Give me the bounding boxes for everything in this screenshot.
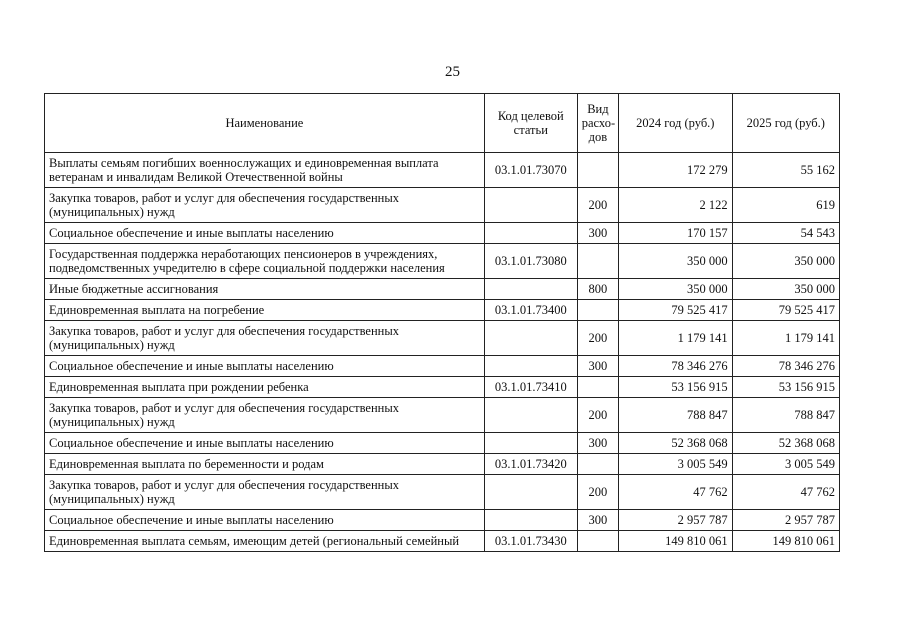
cell-2024: 788 847 <box>619 398 733 433</box>
table-header-row <box>45 94 840 153</box>
table-row <box>45 321 840 356</box>
cell-2024: 1 179 141 <box>619 321 733 356</box>
table-row <box>45 223 840 244</box>
cell-code <box>484 188 577 223</box>
budget-table <box>44 93 840 552</box>
cell-code: 03.1.01.73410 <box>484 377 577 398</box>
cell-type <box>577 300 618 321</box>
table-row <box>45 510 840 531</box>
cell-2025: 54 543 <box>732 223 839 244</box>
header-name: Наименование <box>45 94 485 153</box>
cell-2024: 149 810 061 <box>619 531 733 552</box>
cell-type: 200 <box>577 321 618 356</box>
cell-2024: 53 156 915 <box>619 377 733 398</box>
cell-type: 300 <box>577 510 618 531</box>
cell-2025: 79 525 417 <box>732 300 839 321</box>
table-row <box>45 475 840 510</box>
cell-2024: 170 157 <box>619 223 733 244</box>
cell-name: Единовременная выплата семьям, имеющим детей (региональный семейный <box>45 531 485 552</box>
cell-2024: 52 368 068 <box>619 433 733 454</box>
cell-name: Единовременная выплата по беременности и родам <box>45 454 485 475</box>
page-number: 25 <box>445 64 460 80</box>
cell-name: Социальное обеспечение и иные выплаты населению <box>45 510 485 531</box>
cell-type: 200 <box>577 398 618 433</box>
header-2025: 2025 год (руб.) <box>732 94 839 153</box>
cell-code <box>484 356 577 377</box>
cell-type <box>577 454 618 475</box>
table-row <box>45 377 840 398</box>
table-row <box>45 188 840 223</box>
cell-2025: 149 810 061 <box>732 531 839 552</box>
cell-name: Закупка товаров, работ и услуг для обеспечения государственных (муниципальных) нужд <box>45 188 485 223</box>
table-row <box>45 398 840 433</box>
table-row <box>45 454 840 475</box>
cell-2024: 78 346 276 <box>619 356 733 377</box>
cell-type <box>577 377 618 398</box>
cell-type <box>577 531 618 552</box>
cell-2025: 3 005 549 <box>732 454 839 475</box>
cell-name: Закупка товаров, работ и услуг для обеспечения государственных (муниципальных) нужд <box>45 398 485 433</box>
cell-type: 800 <box>577 279 618 300</box>
cell-2025: 350 000 <box>732 279 839 300</box>
cell-type: 300 <box>577 223 618 244</box>
cell-2024: 350 000 <box>619 279 733 300</box>
cell-type: 300 <box>577 356 618 377</box>
cell-2024: 79 525 417 <box>619 300 733 321</box>
cell-type <box>577 153 618 188</box>
cell-code <box>484 398 577 433</box>
cell-2025: 78 346 276 <box>732 356 839 377</box>
header-2024: 2024 год (руб.) <box>619 94 733 153</box>
cell-2024: 2 957 787 <box>619 510 733 531</box>
cell-type: 200 <box>577 475 618 510</box>
cell-code: 03.1.01.73080 <box>484 244 577 279</box>
header-code: Код целевой статьи <box>484 94 577 153</box>
table-row <box>45 153 840 188</box>
cell-code <box>484 433 577 454</box>
cell-name: Закупка товаров, работ и услуг для обеспечения государственных (муниципальных) нужд <box>45 475 485 510</box>
cell-2025: 53 156 915 <box>732 377 839 398</box>
cell-name: Социальное обеспечение и иные выплаты населению <box>45 223 485 244</box>
cell-2025: 619 <box>732 188 839 223</box>
cell-2024: 3 005 549 <box>619 454 733 475</box>
cell-2025: 55 162 <box>732 153 839 188</box>
cell-name: Социальное обеспечение и иные выплаты населению <box>45 433 485 454</box>
cell-code: 03.1.01.73420 <box>484 454 577 475</box>
table-row <box>45 433 840 454</box>
cell-2024: 2 122 <box>619 188 733 223</box>
cell-name: Закупка товаров, работ и услуг для обеспечения государственных (муниципальных) нужд <box>45 321 485 356</box>
cell-name: Государственная поддержка неработающих пенсионеров в учреждениях, подведомственных учредителю в сфере социальной поддержки населения <box>45 244 485 279</box>
cell-2024: 350 000 <box>619 244 733 279</box>
cell-code: 03.1.01.73430 <box>484 531 577 552</box>
cell-name: Социальное обеспечение и иные выплаты населению <box>45 356 485 377</box>
table-row <box>45 300 840 321</box>
cell-type: 300 <box>577 433 618 454</box>
cell-code <box>484 279 577 300</box>
cell-2025: 2 957 787 <box>732 510 839 531</box>
cell-code <box>484 475 577 510</box>
table-row <box>45 356 840 377</box>
table-row <box>45 531 840 552</box>
cell-code: 03.1.01.73070 <box>484 153 577 188</box>
cell-code <box>484 321 577 356</box>
table-row <box>45 244 840 279</box>
cell-code: 03.1.01.73400 <box>484 300 577 321</box>
cell-2025: 350 000 <box>732 244 839 279</box>
table-row <box>45 279 840 300</box>
cell-type <box>577 244 618 279</box>
cell-2024: 172 279 <box>619 153 733 188</box>
cell-2025: 788 847 <box>732 398 839 433</box>
cell-name: Единовременная выплата при рождении ребенка <box>45 377 485 398</box>
header-type: Вид расхо-дов <box>577 94 618 153</box>
cell-code <box>484 510 577 531</box>
cell-2025: 1 179 141 <box>732 321 839 356</box>
cell-name: Единовременная выплата на погребение <box>45 300 485 321</box>
cell-name: Выплаты семьям погибших военнослужащих и единовременная выплата ветеранам и инвалидам Великой Отечественной войны <box>45 153 485 188</box>
cell-name: Иные бюджетные ассигнования <box>45 279 485 300</box>
cell-2025: 52 368 068 <box>732 433 839 454</box>
cell-2025: 47 762 <box>732 475 839 510</box>
cell-2024: 47 762 <box>619 475 733 510</box>
cell-code <box>484 223 577 244</box>
cell-type: 200 <box>577 188 618 223</box>
